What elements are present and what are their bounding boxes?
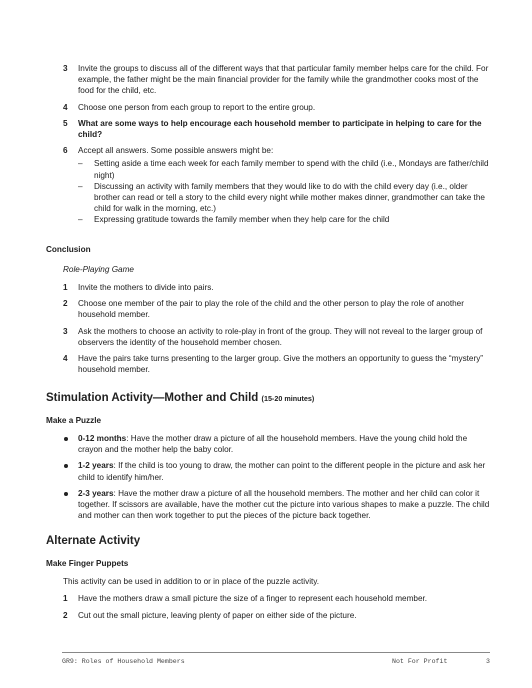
alternate-intro: This activity can be used in addition to or in place of the puzzle activity. [63, 577, 320, 586]
dash-marker: – [78, 181, 83, 191]
step-text: Have the pairs take turns presenting to the larger group. Give the mothers an opportunity to guess the “mystery” household member. [78, 354, 484, 375]
age-bullet-item [0, 460, 532, 482]
step-text: What are some ways to help encourage each household member to participate in helping to care for the child? [78, 118, 482, 140]
step-text: Accept all answers. Some possible answers might be: [78, 146, 274, 156]
step-number: 2 [63, 611, 68, 621]
age-bullet-item [0, 433, 532, 455]
bullet-text: : Have the mother draw a picture of all the household members. The mother and her child can color it together. If scissors are available, have the mother cut the picture into various shapes to make a puzzle. The child and mother can then work together to put the pieces of the picture back together. [78, 488, 490, 521]
dash-marker: – [78, 215, 83, 225]
stimulation-duration: (15-20 minutes) [261, 394, 315, 403]
step-number: 6 [63, 146, 68, 156]
footer-center: Not For Profit [392, 658, 448, 665]
step-number: 3 [63, 64, 68, 73]
step-number: 1 [63, 283, 68, 292]
step-5 [0, 118, 532, 140]
age-range: 1-2 years [78, 461, 114, 471]
page-number: 3 [486, 658, 490, 665]
age-bullet-item [0, 488, 532, 522]
alternate-step-1 [0, 593, 532, 604]
step-number: 1 [63, 594, 68, 603]
step-text: Choose one person from each group to report to the entire group. [78, 102, 316, 112]
bullet-dot [64, 464, 68, 468]
alternate-step-2 [0, 610, 532, 621]
step-number: 5 [63, 118, 68, 128]
make-finger-puppets-heading: Make Finger Puppets [46, 559, 129, 568]
top-steps-list [0, 63, 532, 226]
conclusion-steps-list [0, 282, 532, 375]
alternate-activity-heading: Alternate Activity [46, 535, 141, 547]
page-footer [62, 652, 490, 665]
step-6 [0, 145, 532, 225]
age-range: 2-3 years [78, 488, 114, 498]
step-text: Invite the groups to discuss all of the different ways that that particular family member helps care for the child. For example, the father might be the main financial provider for the family while the grandmother cooks most of the food for the child, etc. [78, 64, 489, 96]
step-text: Choose one member of the pair to play the role of the child and the other person to play the role of another household member. [78, 299, 464, 320]
make-a-puzzle-heading: Make a Puzzle [46, 416, 102, 425]
answer-item [78, 158, 492, 180]
stimulation-heading-text: Stimulation Activity—Mother and Child [46, 392, 259, 404]
step-3 [0, 63, 532, 97]
step-text: Invite the mothers to divide into pairs. [78, 283, 214, 292]
conclusion-step-3 [0, 326, 532, 348]
footer-title: GR9: Roles of Household Members [62, 658, 185, 665]
conclusion-step-2 [0, 298, 532, 320]
age-bullets-list [0, 433, 532, 521]
alternate-steps-list [0, 593, 532, 621]
step-number: 4 [63, 102, 68, 112]
step-text: Cut out the small picture, leaving plenty of paper on either side of the picture. [78, 611, 357, 621]
bullet-dot [64, 437, 68, 441]
bullet-dot [64, 492, 68, 496]
dash-marker: – [78, 159, 83, 169]
age-range: 0-12 months [78, 434, 127, 443]
possible-answers-list [78, 158, 492, 225]
step-number: 2 [63, 299, 68, 309]
step-text: Have the mothers draw a small picture the size of a finger to represent each household member. [78, 594, 428, 603]
conclusion-step-1 [0, 282, 532, 293]
conclusion-heading: Conclusion [46, 245, 91, 254]
bullet-text: : Have the mother draw a picture of all the household members. Have the young child hold the crayon and the mother help the baby color. [78, 434, 468, 455]
conclusion-step-4 [0, 353, 532, 375]
answer-text: Discussing an activity with family members that they would like to do with the child every day (i.e., older brother can read or tell a story to the child every night while mother makes dinner, grandmother can take the child for walk in the morning, etc.) [94, 181, 485, 214]
step-4 [0, 102, 532, 113]
step-number: 4 [63, 354, 68, 364]
bullet-text: : If the child is too young to draw, the mother can point to the different people in the picture and ask her child to identify him/her. [78, 461, 486, 482]
answer-text: Expressing gratitude towards the family member when they help care for the child [94, 215, 390, 225]
stimulation-activity-heading [46, 393, 314, 404]
answer-item [78, 214, 492, 225]
role-playing-game-title: Role-Playing Game [63, 265, 134, 274]
answer-item [78, 181, 492, 215]
step-number: 3 [63, 326, 68, 336]
answer-text: Setting aside a time each week for each family member to spend with the child (i.e., Mondays are father/child night) [94, 159, 489, 180]
step-text: Ask the mothers to choose an activity to role-play in front of the group. They will not reveal to the larger group of observers the identity of the household member chosen. [78, 326, 483, 347]
